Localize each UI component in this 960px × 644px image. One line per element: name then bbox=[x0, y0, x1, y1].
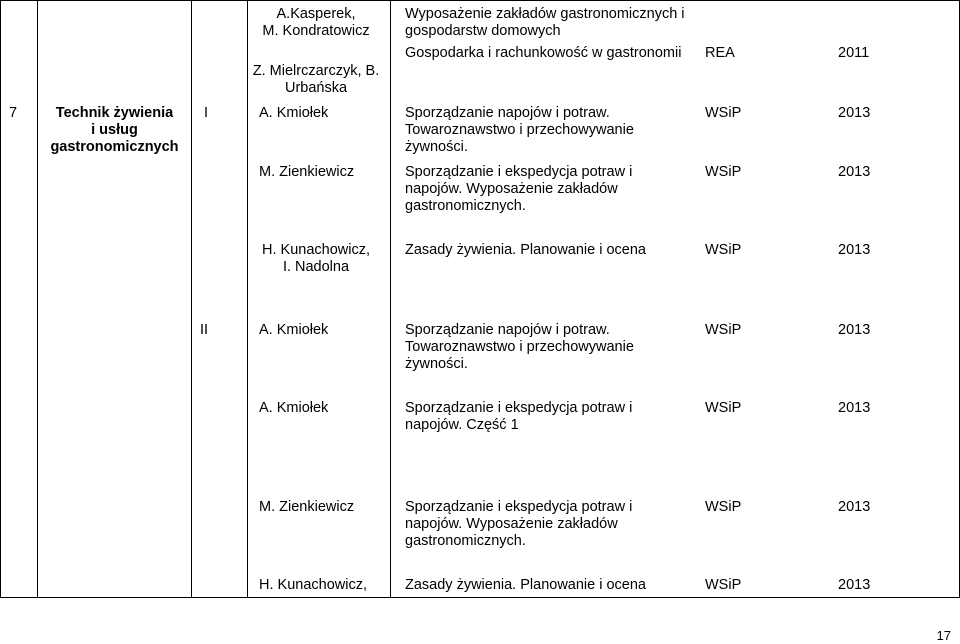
entry-authors: Z. Mielrczarczyk, B. Urbańska bbox=[252, 63, 380, 96]
entry-authors: H. Kunachowicz, bbox=[259, 577, 367, 593]
entry-authors: A. Kmiołek bbox=[259, 105, 329, 121]
entry-publisher: WSiP bbox=[705, 242, 742, 258]
entry-publisher: WSiP bbox=[705, 577, 742, 593]
entry-year: 2013 bbox=[838, 322, 871, 338]
entry-publisher: REA bbox=[705, 45, 735, 61]
entry-year: 2013 bbox=[838, 164, 871, 180]
entry-year: 2013 bbox=[838, 577, 871, 593]
row-number: 7 bbox=[9, 105, 18, 121]
entry-authors: A.Kasperek, M. Kondratowicz bbox=[262, 6, 370, 39]
entry-year: 2013 bbox=[838, 242, 871, 258]
entry-publisher: WSiP bbox=[705, 164, 742, 180]
entry-authors: A. Kmiołek bbox=[259, 322, 329, 338]
col-divider-4 bbox=[390, 0, 391, 597]
entry-authors: A. Kmiołek bbox=[259, 400, 329, 416]
entry-publisher: WSiP bbox=[705, 499, 742, 515]
page-number: 17 bbox=[936, 628, 951, 643]
entry-year: 2013 bbox=[838, 499, 871, 515]
entry-title: Sporządzanie i ekspedycja potraw i napojów. Część 1 bbox=[405, 400, 633, 433]
profession-name: Technik żywienia i usług gastronomicznych bbox=[50, 105, 179, 155]
table-bottom-border bbox=[0, 597, 960, 598]
table-top-border bbox=[0, 0, 960, 1]
entry-authors: M. Zienkiewicz bbox=[259, 164, 355, 180]
entry-title: Sporządzanie i ekspedycja potraw i napojów. Wyposażenie zakładów gastronomicznych. bbox=[405, 164, 633, 214]
entry-authors: H. Kunachowicz, I. Nadolna bbox=[262, 242, 370, 275]
entry-title: Gospodarka i rachunkowość w gastronomii bbox=[405, 45, 682, 61]
entry-title: Zasady żywienia. Planowanie i ocena bbox=[405, 242, 646, 258]
entry-publisher: WSiP bbox=[705, 322, 742, 338]
entry-title: Sporządzanie napojów i potraw. Towaroznawstwo i przechowywanie żywności. bbox=[405, 105, 634, 155]
entry-title: Zasady żywienia. Planowanie i ocena bbox=[405, 577, 646, 593]
entry-publisher: WSiP bbox=[705, 400, 742, 416]
entry-year: 2013 bbox=[838, 105, 871, 121]
entry-authors: M. Zienkiewicz bbox=[259, 499, 355, 515]
entry-title: Sporządzanie napojów i potraw. Towaroznawstwo i przechowywanie żywności. bbox=[405, 322, 634, 372]
col-divider-2 bbox=[191, 0, 192, 597]
table-left-border bbox=[0, 0, 1, 597]
entry-title: Wyposażenie zakładów gastronomicznych i gospodarstw domowych bbox=[405, 6, 685, 39]
entry-year: 2011 bbox=[838, 45, 870, 61]
entry-title: Sporządzanie i ekspedycja potraw i napojów. Wyposażenie zakładów gastronomicznych. bbox=[405, 499, 633, 549]
entry-year: 2013 bbox=[838, 400, 871, 416]
grade-I: I bbox=[204, 105, 209, 121]
entry-publisher: WSiP bbox=[705, 105, 742, 121]
grade-II: II bbox=[200, 322, 209, 338]
col-divider-1 bbox=[37, 0, 38, 597]
